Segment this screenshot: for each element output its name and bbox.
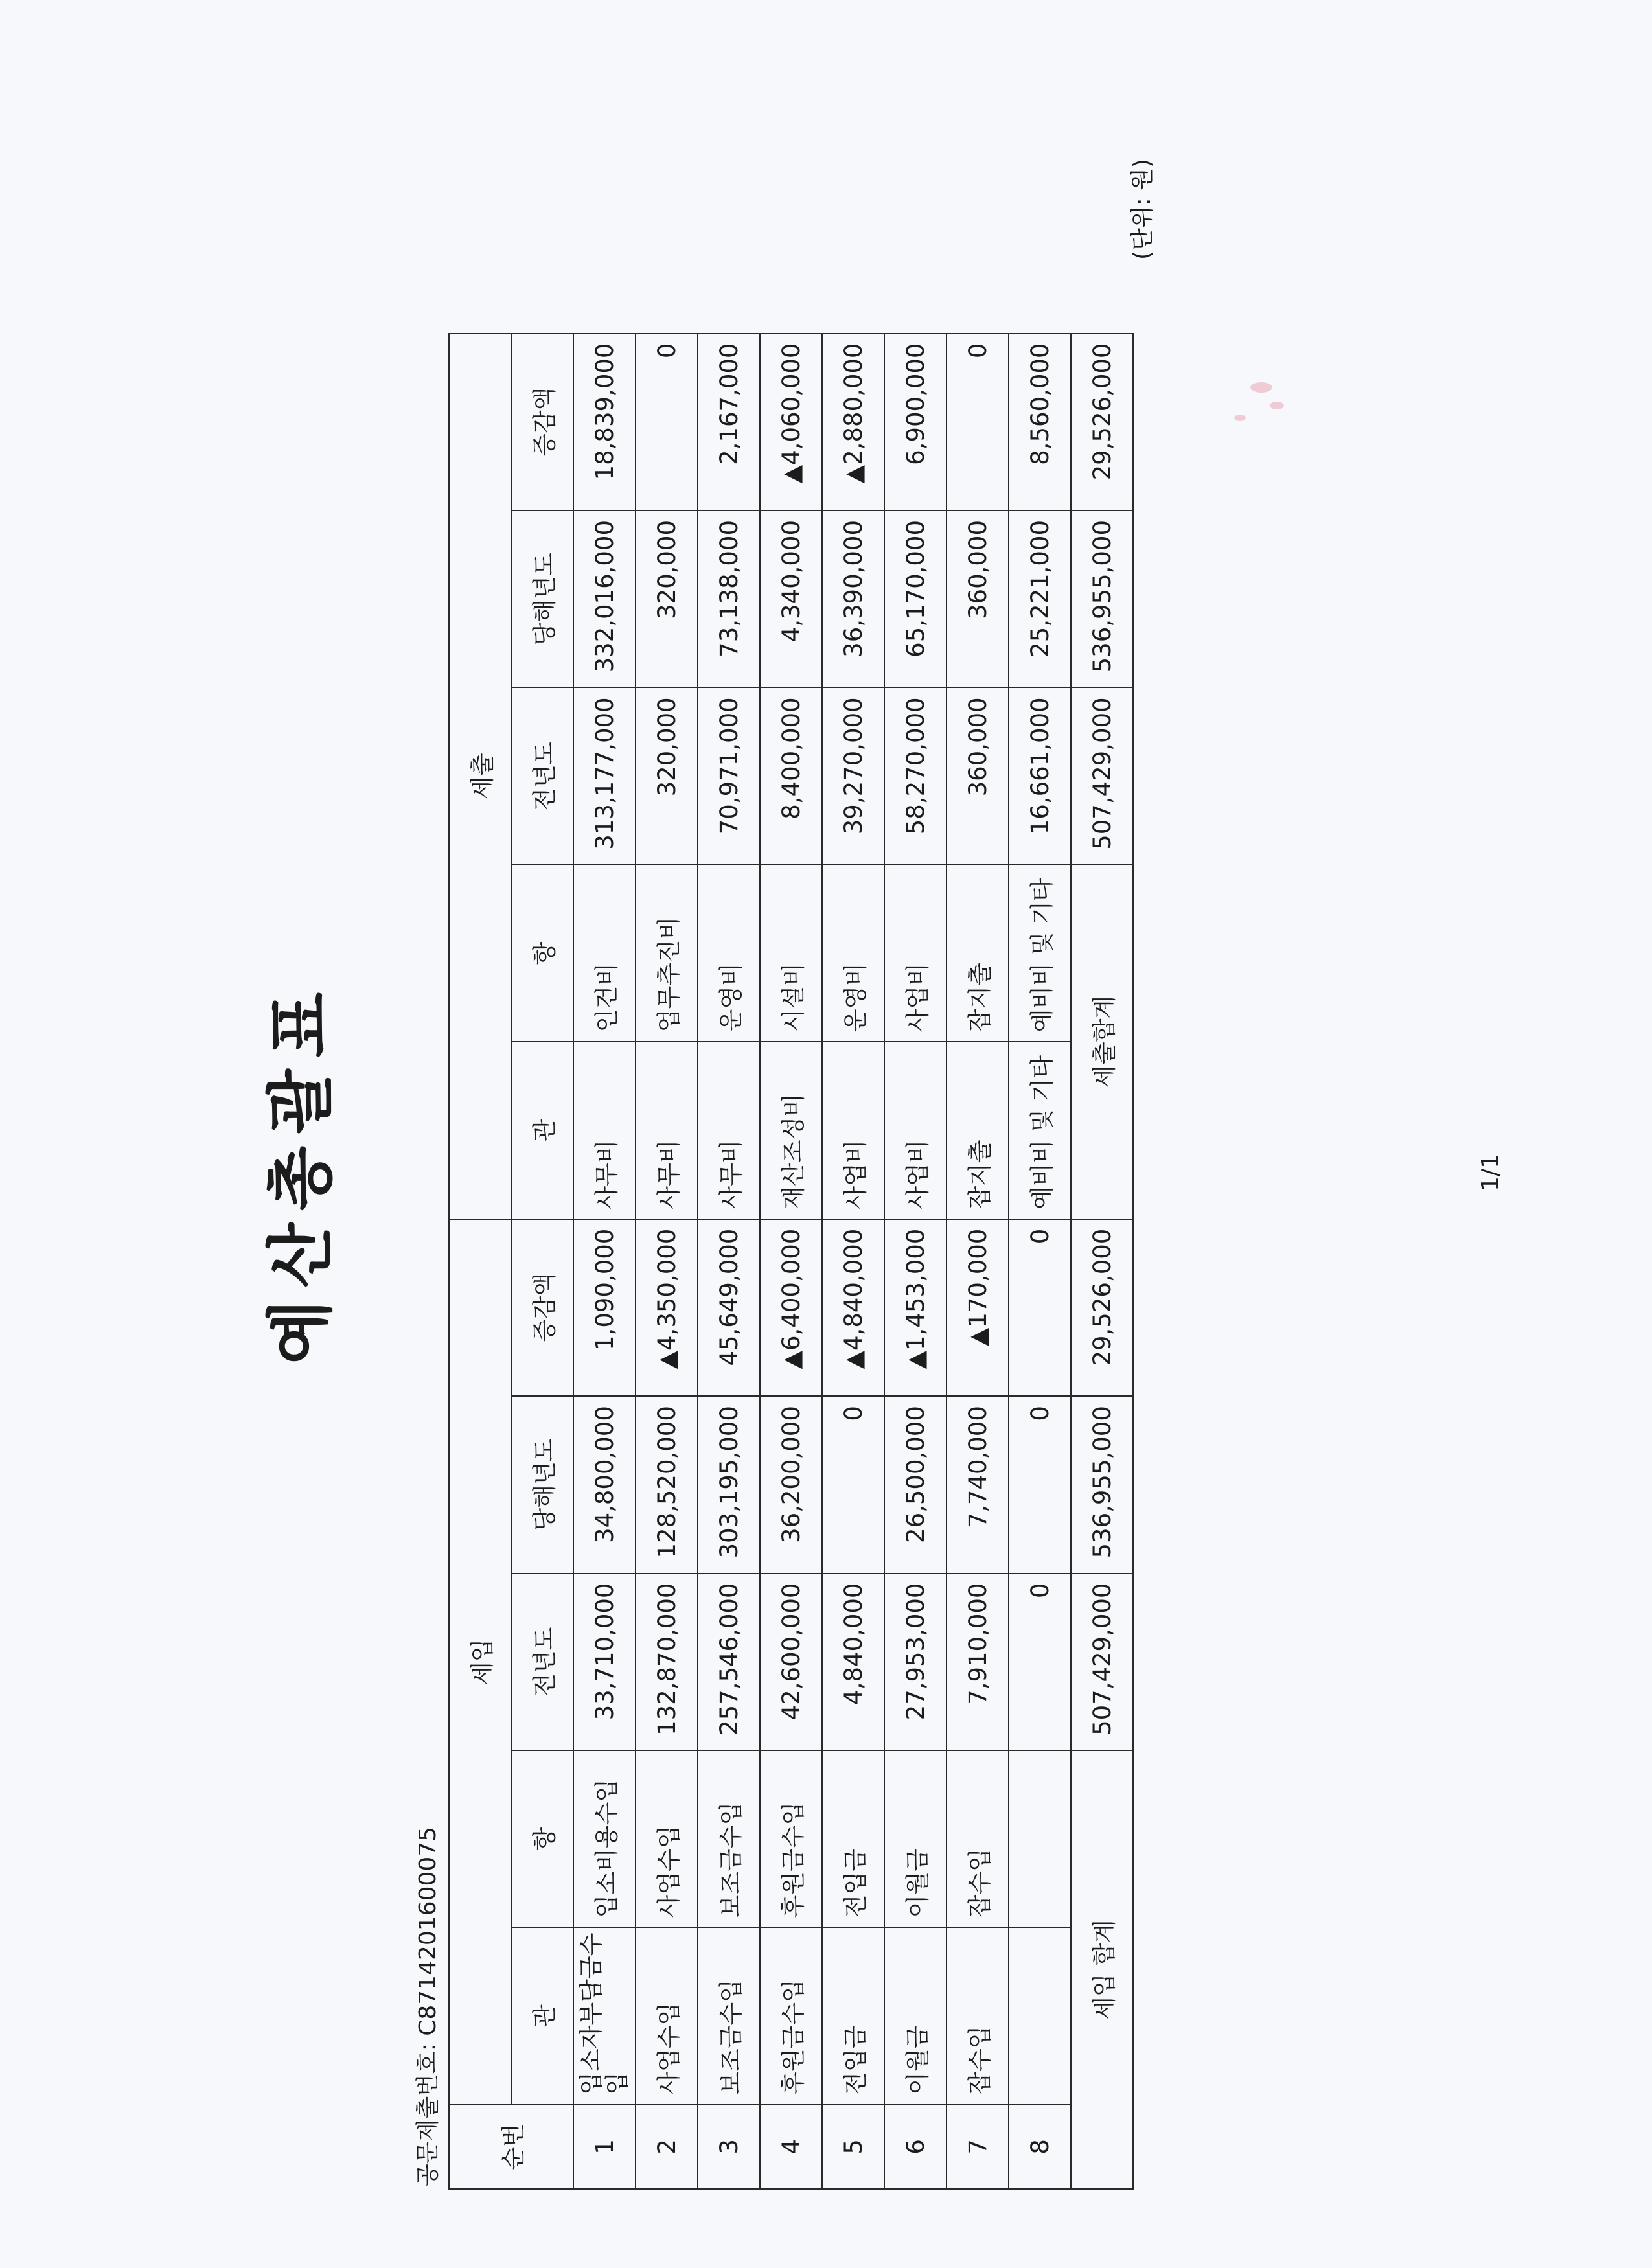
income-total-prev: 507,429,000: [1071, 1574, 1133, 1750]
cell-expense-prev: 70,971,000: [698, 687, 760, 864]
header-income-gwan: 관: [511, 1927, 573, 2104]
cell-expense-diff: 8,560,000: [1009, 334, 1071, 510]
header-income-curr: 당해년도: [511, 1396, 573, 1573]
cell-income-diff: ▲1,453,000: [884, 1219, 946, 1396]
cell-expense-diff: ▲2,880,000: [822, 334, 884, 510]
cell-expense-hang: 운영비: [698, 865, 760, 1042]
cell-expense-hang: 업무추진비: [636, 865, 698, 1042]
cell-expense-diff: 0: [946, 334, 1009, 510]
expense-total-diff: 29,526,000: [1071, 334, 1133, 510]
cell-expense-curr: 65,170,000: [884, 510, 946, 687]
income-total-diff: 29,526,000: [1071, 1219, 1133, 1396]
cell-no: 5: [822, 2105, 884, 2189]
income-total-curr: 536,955,000: [1071, 1396, 1133, 1573]
cell-income-curr: 303,195,000: [698, 1396, 760, 1573]
cell-expense-diff: 2,167,000: [698, 334, 760, 510]
income-total-label: 세입 합계: [1071, 1750, 1133, 2189]
cell-expense-gwan: 사무비: [573, 1042, 636, 1219]
expense-total-curr: 536,955,000: [1071, 510, 1133, 687]
cell-expense-gwan: 잡지출: [946, 1042, 1009, 1219]
table-row: [573, 156, 636, 2189]
table-row: [698, 156, 760, 2189]
cell-income-prev: 0: [1009, 1574, 1071, 1750]
ink-speck: [1270, 402, 1284, 409]
header-row-columns: [511, 156, 573, 2189]
cell-expense-curr: 73,138,000: [698, 510, 760, 687]
cell-expense-hang: 인건비: [573, 865, 636, 1042]
cell-income-gwan: 이월금: [884, 1927, 946, 2104]
cell-no: 7: [946, 2105, 1009, 2189]
cell-expense-prev: 16,661,000: [1009, 687, 1071, 864]
cell-income-hang: 후원금수입: [760, 1750, 822, 1927]
expense-total-label: 세출합계: [1071, 865, 1133, 1219]
cell-income-gwan: 입소자부담금수입: [573, 1927, 636, 2104]
cell-income-diff: ▲4,840,000: [822, 1219, 884, 1396]
table-row: [884, 156, 946, 2189]
cell-expense-gwan: 재산조성비: [760, 1042, 822, 1219]
header-income: 세입: [449, 1219, 511, 2105]
cell-expense-gwan: 사무비: [636, 1042, 698, 1219]
cell-expense-diff: 6,900,000: [884, 334, 946, 510]
cell-income-diff: ▲6,400,000: [760, 1219, 822, 1396]
cell-income-diff: ▲4,350,000: [636, 1219, 698, 1396]
header-expense-diff: 증감액: [511, 334, 573, 510]
cell-expense-gwan: 예비비 및 기타: [1009, 1042, 1071, 1219]
cell-expense-curr: 4,340,000: [760, 510, 822, 687]
header-expense-hang: 항: [511, 865, 573, 1042]
cell-expense-prev: 313,177,000: [573, 687, 636, 864]
cell-income-curr: 0: [822, 1396, 884, 1573]
header-expense-prev: 전년도: [511, 687, 573, 864]
cell-expense-hang: 잡지출: [946, 865, 1009, 1042]
cell-expense-diff: 0: [636, 334, 698, 510]
cell-income-hang: 이월금: [884, 1750, 946, 1927]
header-income-diff: 증감액: [511, 1219, 573, 1396]
cell-income-hang: 잡수입: [946, 1750, 1009, 1927]
cell-no: 8: [1009, 2105, 1071, 2189]
cell-expense-prev: 320,000: [636, 687, 698, 864]
table-row: [946, 156, 1009, 2189]
totals-row: [1071, 156, 1133, 2189]
cell-expense-hang: 사업비: [884, 865, 946, 1042]
cell-income-gwan: 사업수입: [636, 1927, 698, 2104]
cell-income-gwan: 전입금: [822, 1927, 884, 2104]
cell-expense-diff: 18,839,000: [573, 334, 636, 510]
header-row-group: [449, 156, 511, 2189]
table-row: [822, 156, 884, 2189]
cell-expense-curr: 332,016,000: [573, 510, 636, 687]
cell-income-curr: 36,200,000: [760, 1396, 822, 1573]
cell-income-gwan: 보조금수입: [698, 1927, 760, 2104]
cell-expense-curr: 36,390,000: [822, 510, 884, 687]
cell-expense-gwan: 사업비: [822, 1042, 884, 1219]
cell-no: 4: [760, 2105, 822, 2189]
cell-income-hang: 전입금: [822, 1750, 884, 1927]
cell-income-diff: ▲170,000: [946, 1219, 1009, 1396]
page-number: 1/1: [1477, 1154, 1504, 1191]
cell-income-gwan: [1009, 1927, 1071, 2104]
cell-expense-prev: 8,400,000: [760, 687, 822, 864]
expense-total-prev: 507,429,000: [1071, 687, 1133, 864]
cell-income-prev: 132,870,000: [636, 1574, 698, 1750]
cell-expense-curr: 320,000: [636, 510, 698, 687]
cell-income-curr: 0: [1009, 1396, 1071, 1573]
cell-income-prev: 257,546,000: [698, 1574, 760, 1750]
cell-expense-gwan: 사업비: [884, 1042, 946, 1219]
cell-income-diff: 0: [1009, 1219, 1071, 1396]
header-expense-gwan: 관: [511, 1042, 573, 1219]
budget-summary-table: [448, 155, 1134, 2190]
ink-speck: [1234, 415, 1246, 421]
cell-income-hang: 입소비용수입: [573, 1750, 636, 1927]
header-income-prev: 전년도: [511, 1574, 573, 1750]
page-title: 예산총괄표: [261, 980, 340, 1365]
table-row: [760, 156, 822, 2189]
table-row: [1009, 156, 1071, 2189]
header-expense-curr: 당해년도: [511, 510, 573, 687]
document-number: 공문제출번호: C8714201600075: [415, 1826, 441, 2186]
cell-income-curr: 34,800,000: [573, 1396, 636, 1573]
cell-income-gwan: 후원금수입: [760, 1927, 822, 2104]
cell-income-prev: 7,910,000: [946, 1574, 1009, 1750]
cell-expense-prev: 58,270,000: [884, 687, 946, 864]
cell-income-hang: 보조금수입: [698, 1750, 760, 1927]
cell-expense-hang: 시설비: [760, 865, 822, 1042]
cell-expense-diff: ▲4,060,000: [760, 334, 822, 510]
cell-income-hang: 사업수입: [636, 1750, 698, 1927]
cell-income-prev: 4,840,000: [822, 1574, 884, 1750]
cell-no: 1: [573, 2105, 636, 2189]
cell-income-diff: 45,649,000: [698, 1219, 760, 1396]
cell-no: 6: [884, 2105, 946, 2189]
header-no: 순번: [449, 2105, 573, 2189]
cell-income-gwan: 잡수입: [946, 1927, 1009, 2104]
cell-income-diff: 1,090,000: [573, 1219, 636, 1396]
cell-income-prev: 33,710,000: [573, 1574, 636, 1750]
cell-income-curr: 7,740,000: [946, 1396, 1009, 1573]
cell-income-prev: 27,953,000: [884, 1574, 946, 1750]
cell-income-curr: 26,500,000: [884, 1396, 946, 1573]
cell-expense-curr: 360,000: [946, 510, 1009, 687]
cell-income-curr: 128,520,000: [636, 1396, 698, 1573]
cell-expense-hang: 운영비: [822, 865, 884, 1042]
cell-income-hang: [1009, 1750, 1071, 1927]
header-expense: 세출: [449, 334, 511, 1219]
cell-expense-prev: 39,270,000: [822, 687, 884, 864]
cell-expense-gwan: 사무비: [698, 1042, 760, 1219]
cell-expense-curr: 25,221,000: [1009, 510, 1071, 687]
table-body: [573, 156, 1133, 2189]
cell-no: 3: [698, 2105, 760, 2189]
unit-label: (단위: 원): [1129, 159, 1156, 260]
table-row: [636, 156, 698, 2189]
header-income-hang: 항: [511, 1750, 573, 1927]
cell-expense-prev: 360,000: [946, 687, 1009, 864]
cell-expense-hang: 예비비 및 기타: [1009, 865, 1071, 1042]
rotated-document: [246, 155, 1607, 2190]
cell-no: 2: [636, 2105, 698, 2189]
ink-speck: [1250, 382, 1272, 393]
cell-income-prev: 42,600,000: [760, 1574, 822, 1750]
